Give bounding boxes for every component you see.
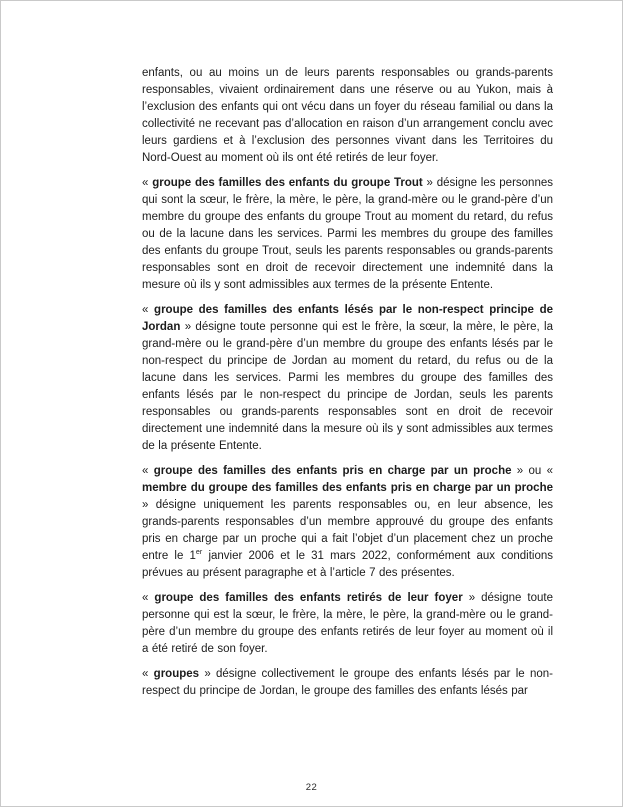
body-text: « [142, 465, 154, 477]
body-text: « [142, 177, 153, 189]
page-content [142, 65, 553, 708]
defined-term: groupe des familles des enfants pris en charge par un proche [153, 465, 512, 477]
defined-term: groupe des familles des enfants retirés de leur foyer [154, 592, 463, 604]
paragraph-continuation [142, 65, 553, 167]
paragraph-definition-pris-en-charge-proche [142, 463, 553, 582]
defined-term: groupes [153, 668, 200, 680]
body-text: « [142, 592, 155, 604]
paragraph-definition-retires-de-leur-foyer [142, 590, 553, 658]
body-text: « [142, 668, 154, 680]
body-text: janvier 2006 et le 31 mars 2022, conformément aux conditions prévues au présent paragraphe et à l’article 7 des présentes. [142, 550, 553, 579]
body-text: enfants, ou au moins un de leurs parents responsables ou grands-parents responsables, vivaient ordinairement dans une réserve ou au Yukon, mais à l’exclusion des enfants qui ont vécu dans un foyer du réseau familial ou dans la collectivité ne recevant pas d’allocation en raison d’un arrangement conclu avec leurs gardiens et à l’exclusion des personnes vivant dans les Territoires du Nord-Ouest au moment où ils ont été retirés de leur foyer. [142, 67, 553, 164]
body-text: » désigne collectivement le groupe des enfants lésés par le non-respect du principe de Jordan, le groupe des familles des enfants lésés par [142, 668, 553, 697]
page-number: 22 [305, 782, 318, 793]
body-text: » désigne uniquement les parents responsables ou, en leur absence, les grands-parents responsables d’un membre approuvé du groupe des enfants pris en charge par un proche qui a fait l’objet d’un placement chez un proche entre le 1 [142, 499, 553, 562]
defined-term: groupe des familles des enfants lésés par le non-respect principe de Jordan [142, 304, 553, 333]
body-text: » désigne toute personne qui est la sœur, le frère, la mère, le père, la grand-mère ou le grand-père d’un membre du groupe des enfants retirés de leur foyer au moment où il a été retiré de son foyer. [142, 592, 553, 655]
body-text: « [142, 304, 155, 316]
body-text: » désigne les personnes qui sont la sœur, le frère, la mère, le père, la grand-mère ou le grand-père d’un membre du groupe des enfants du groupe Trout au moment du retard, du refus ou de la lacune dans les services. Parmi les membres du groupe des familles des enfants du groupe Trout, seuls les parents responsables ou grands-parents responsables sont en droit de recevoir directement une indemnité dans la mesure où ils y sont admissibles aux termes de la présente Entente. [142, 177, 553, 291]
paragraph-definition-groupes [142, 666, 553, 700]
body-text: » ou « [511, 465, 553, 477]
body-text: er [195, 548, 203, 557]
paragraph-definition-non-respect-jordan [142, 302, 553, 455]
defined-term: membre du groupe des familles des enfants pris en charge par un proche [142, 482, 553, 494]
body-text: » désigne toute personne qui est le frère, la sœur, la mère, le père, la grand-mère ou le grand-père d’un membre du groupe des enfants lésés par le non-respect du principe de Jordan au moment du retard, du refus ou de la lacune dans les services. Parmi les membres du groupe des familles des enfants lésés par le non-respect du principe de Jordan, seuls les parents responsables ou grands-parents responsables sont en droit de recevoir directement une indemnité dans la mesure où ils y sont admissibles aux termes de la présente Entente. [142, 321, 553, 452]
paragraph-definition-groupe-trout [142, 175, 553, 294]
defined-term: groupe des familles des enfants du groupe Trout [152, 177, 423, 189]
